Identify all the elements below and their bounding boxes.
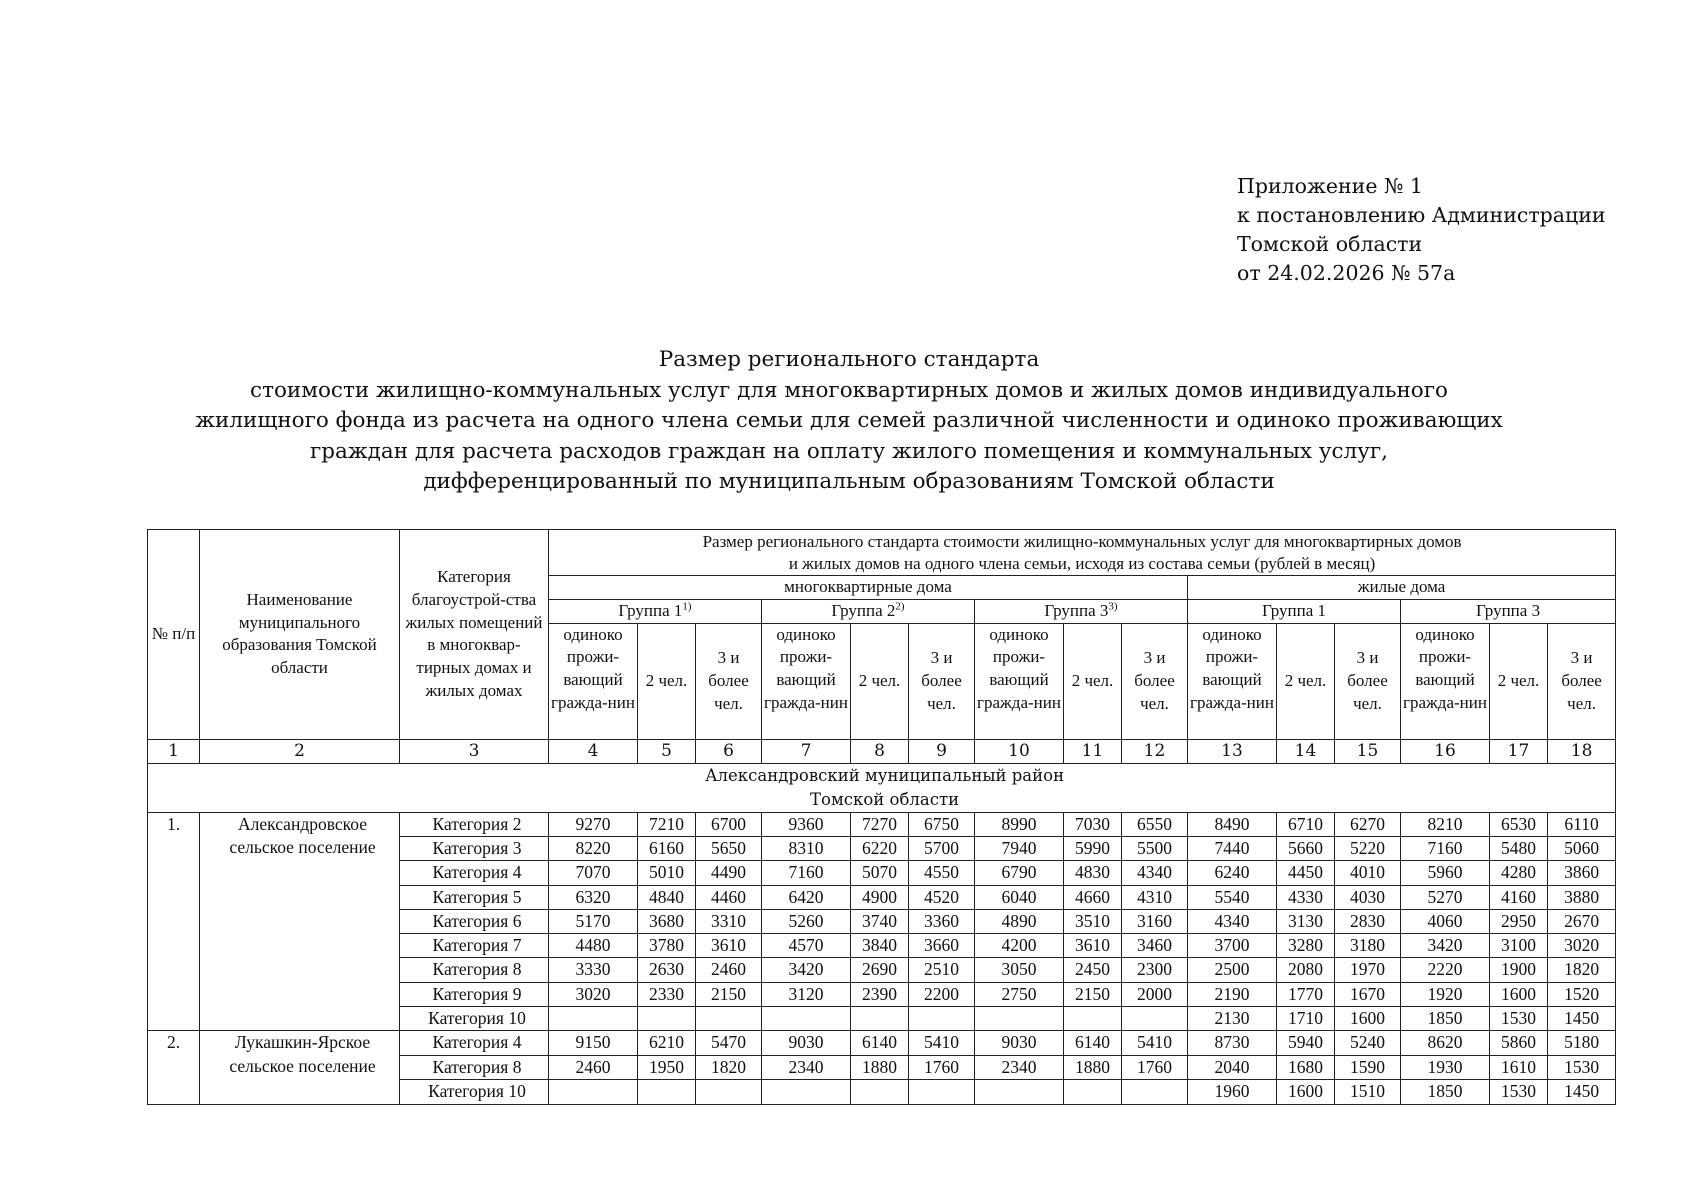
value-cell: 5990 — [1064, 837, 1122, 861]
value-cell: 2390 — [851, 982, 909, 1006]
appendix-line-2: к постановлению Администрации — [1237, 203, 1606, 227]
header-apartments-group-1 — [549, 599, 762, 623]
category-cell: Категория 10 — [400, 1007, 549, 1031]
value-cell: 5940 — [1277, 1031, 1335, 1055]
value-cell: 5650 — [696, 837, 762, 861]
subheader-two-group-5: 2 чел. — [1490, 623, 1548, 739]
category-cell: Категория 4 — [400, 1031, 549, 1055]
value-cell: 7270 — [851, 812, 909, 836]
settlement-name-line: сельское поселение — [229, 1055, 376, 1076]
subheader-two-group-1: 2 чел. — [638, 623, 696, 739]
value-cell — [762, 1079, 851, 1104]
value-cell: 7940 — [975, 837, 1064, 861]
value-cell: 8210 — [1401, 812, 1490, 836]
value-cell: 1680 — [1277, 1055, 1335, 1079]
value-cell: 1970 — [1335, 958, 1401, 982]
value-cell: 4570 — [762, 934, 851, 958]
value-cell: 5070 — [851, 861, 909, 885]
table-row — [148, 812, 1616, 836]
value-cell: 1920 — [1401, 982, 1490, 1006]
value-cell — [909, 1007, 975, 1031]
value-cell: 8620 — [1401, 1031, 1490, 1055]
group-3-label: Группа 3 — [1044, 600, 1109, 620]
group-1-label: Группа 1 — [618, 600, 683, 620]
header-municipality: Наименование муниципального образования Томской области — [200, 530, 400, 740]
value-cell: 1850 — [1401, 1007, 1490, 1031]
title-line-4: граждан для расчета расходов граждан на оплату жилого помещения и коммунальных услуг, — [310, 438, 1388, 464]
value-cell: 1960 — [1188, 1079, 1277, 1104]
value-cell: 7160 — [1401, 837, 1490, 861]
value-cell: 3330 — [549, 958, 638, 982]
value-cell: 1930 — [1401, 1055, 1490, 1079]
value-cell: 2040 — [1188, 1055, 1277, 1079]
value-cell: 1710 — [1277, 1007, 1335, 1031]
header-apartments-group-3 — [975, 599, 1188, 623]
value-cell: 3860 — [1548, 861, 1616, 885]
column-number: 6 — [696, 739, 762, 763]
settlement-name-line: сельское поселение — [229, 837, 376, 857]
value-cell: 1530 — [1548, 1055, 1616, 1079]
value-cell: 4450 — [1277, 861, 1335, 885]
header-standard-line-2: и жилых домов на одного члена семьи, исходя из состава семьи (рублей в месяц) — [788, 554, 1376, 573]
category-cell: Категория 2 — [400, 812, 549, 836]
value-cell: 5170 — [549, 909, 638, 933]
title-line-5: дифференцированный по муниципальным образованиям Томской области — [423, 469, 1275, 494]
category-cell: Категория 9 — [400, 982, 549, 1006]
value-cell: 4310 — [1122, 885, 1188, 909]
value-cell: 4550 — [909, 861, 975, 885]
settlement-name-line: Александровское — [238, 813, 367, 834]
value-cell: 5410 — [909, 1031, 975, 1055]
settlement-name — [200, 1031, 400, 1105]
value-cell: 4890 — [975, 909, 1064, 933]
region-heading — [148, 763, 1616, 812]
subheader-two-group-2: 2 чел. — [851, 623, 909, 739]
value-cell: 2460 — [696, 958, 762, 982]
value-cell: 6320 — [549, 885, 638, 909]
value-cell: 2080 — [1277, 958, 1335, 982]
subheader-three-group-3: 3 и более чел. — [1122, 623, 1188, 739]
value-cell: 3120 — [762, 982, 851, 1006]
value-cell: 6700 — [696, 812, 762, 836]
value-cell: 8490 — [1188, 812, 1277, 836]
value-cell: 5010 — [638, 861, 696, 885]
value-cell: 5960 — [1401, 861, 1490, 885]
value-cell: 3020 — [1548, 934, 1616, 958]
value-cell: 2150 — [696, 982, 762, 1006]
value-cell: 2190 — [1188, 982, 1277, 1006]
value-cell: 4490 — [696, 861, 762, 885]
header-houses: жилые дома — [1188, 576, 1616, 600]
appendix-line-3: Томской области — [1237, 232, 1423, 256]
value-cell — [975, 1079, 1064, 1104]
value-cell: 1820 — [696, 1055, 762, 1079]
value-cell: 2340 — [762, 1055, 851, 1079]
value-cell: 3680 — [638, 909, 696, 933]
value-cell: 2510 — [909, 958, 975, 982]
value-cell: 5700 — [909, 837, 975, 861]
value-cell: 6710 — [1277, 812, 1335, 836]
subheader-single-group-5: одиноко прожи-вающий гражда-нин — [1401, 623, 1490, 739]
value-cell: 5410 — [1122, 1031, 1188, 1055]
value-cell: 2450 — [1064, 958, 1122, 982]
value-cell: 3100 — [1490, 934, 1548, 958]
value-cell: 2200 — [909, 982, 975, 1006]
value-cell: 1600 — [1490, 982, 1548, 1006]
value-cell: 4010 — [1335, 861, 1401, 885]
region-line-1: Александровский муниципальный район — [705, 765, 1065, 785]
value-cell: 7160 — [762, 861, 851, 885]
category-cell: Категория 6 — [400, 909, 549, 933]
appendix-block — [1237, 172, 1606, 288]
value-cell: 9360 — [762, 812, 851, 836]
value-cell: 1520 — [1548, 982, 1616, 1006]
subheader-two-group-3: 2 чел. — [1064, 623, 1122, 739]
value-cell: 5480 — [1490, 837, 1548, 861]
footnote-3: 3) — [1108, 600, 1118, 613]
value-cell: 9150 — [549, 1031, 638, 1055]
column-number: 16 — [1401, 739, 1490, 763]
column-number: 4 — [549, 739, 638, 763]
value-cell: 2830 — [1335, 909, 1401, 933]
subheader-two-group-4: 2 чел. — [1277, 623, 1335, 739]
subheader-single-group-4: одиноко прожи-вающий гражда-нин — [1188, 623, 1277, 739]
value-cell — [696, 1007, 762, 1031]
value-cell: 6210 — [638, 1031, 696, 1055]
value-cell: 5180 — [1548, 1031, 1616, 1055]
value-cell: 9030 — [762, 1031, 851, 1055]
region-line-2: Томской области — [810, 789, 960, 809]
value-cell: 1530 — [1490, 1007, 1548, 1031]
column-number: 2 — [200, 739, 400, 763]
value-cell — [549, 1007, 638, 1031]
value-cell: 2950 — [1490, 909, 1548, 933]
value-cell: 6790 — [975, 861, 1064, 885]
value-cell: 2690 — [851, 958, 909, 982]
value-cell: 2220 — [1401, 958, 1490, 982]
column-number: 9 — [909, 739, 975, 763]
value-cell: 6220 — [851, 837, 909, 861]
value-cell: 3740 — [851, 909, 909, 933]
value-cell: 1610 — [1490, 1055, 1548, 1079]
value-cell: 3310 — [696, 909, 762, 933]
value-cell: 2330 — [638, 982, 696, 1006]
value-cell: 4280 — [1490, 861, 1548, 885]
value-cell: 4840 — [638, 885, 696, 909]
value-cell — [1122, 1079, 1188, 1104]
value-cell: 6160 — [638, 837, 696, 861]
value-cell: 3280 — [1277, 934, 1335, 958]
header-no: № п/п — [148, 530, 200, 740]
category-cell: Категория 7 — [400, 934, 549, 958]
value-cell: 3660 — [909, 934, 975, 958]
value-cell: 4900 — [851, 885, 909, 909]
value-cell: 5220 — [1335, 837, 1401, 861]
value-cell: 2000 — [1122, 982, 1188, 1006]
header-houses-group-1: Группа 1 — [1188, 599, 1401, 623]
table-row — [148, 1031, 1616, 1055]
category-cell: Категория 4 — [400, 861, 549, 885]
value-cell — [638, 1007, 696, 1031]
value-cell: 4460 — [696, 885, 762, 909]
value-cell: 9270 — [549, 812, 638, 836]
value-cell: 8990 — [975, 812, 1064, 836]
value-cell: 1760 — [909, 1055, 975, 1079]
title-line-1: Размер регионального стандарта — [658, 347, 1040, 372]
column-number: 11 — [1064, 739, 1122, 763]
value-cell: 8730 — [1188, 1031, 1277, 1055]
footnote-1: 1) — [682, 600, 692, 613]
column-number: 14 — [1277, 739, 1335, 763]
value-cell: 6270 — [1335, 812, 1401, 836]
subheader-three-group-1: 3 и более чел. — [696, 623, 762, 739]
value-cell: 1450 — [1548, 1007, 1616, 1031]
value-cell: 3180 — [1335, 934, 1401, 958]
value-cell — [549, 1079, 638, 1104]
category-cell: Категория 10 — [400, 1079, 549, 1104]
value-cell: 6530 — [1490, 812, 1548, 836]
appendix-line-1: Приложение № 1 — [1237, 174, 1423, 198]
value-cell: 4480 — [549, 934, 638, 958]
value-cell: 8220 — [549, 837, 638, 861]
value-cell: 3460 — [1122, 934, 1188, 958]
footnote-2: 2) — [895, 600, 905, 613]
value-cell — [1064, 1007, 1122, 1031]
value-cell: 4330 — [1277, 885, 1335, 909]
settlement-number: 2. — [148, 1031, 200, 1105]
value-cell: 7070 — [549, 861, 638, 885]
column-number: 18 — [1548, 739, 1616, 763]
column-number: 12 — [1122, 739, 1188, 763]
appendix-line-4: от 24.02.2026 № 57а — [1237, 261, 1456, 285]
value-cell: 3050 — [975, 958, 1064, 982]
value-cell: 2340 — [975, 1055, 1064, 1079]
value-cell: 2130 — [1188, 1007, 1277, 1031]
value-cell: 5660 — [1277, 837, 1335, 861]
category-cell: Категория 5 — [400, 885, 549, 909]
subheader-three-group-5: 3 и более чел. — [1548, 623, 1616, 739]
value-cell: 6420 — [762, 885, 851, 909]
header-apartments: многоквартирные дома — [549, 576, 1188, 600]
document-title — [0, 345, 1698, 498]
value-cell: 2750 — [975, 982, 1064, 1006]
value-cell: 6750 — [909, 812, 975, 836]
group-2-label: Группа 2 — [831, 600, 896, 620]
value-cell: 4340 — [1122, 861, 1188, 885]
column-number: 15 — [1335, 739, 1401, 763]
subheader-single-group-1: одиноко прожи-вающий гражда-нин — [549, 623, 638, 739]
value-cell — [1064, 1079, 1122, 1104]
value-cell: 4200 — [975, 934, 1064, 958]
value-cell: 2500 — [1188, 958, 1277, 982]
value-cell: 1600 — [1335, 1007, 1401, 1031]
value-cell: 7440 — [1188, 837, 1277, 861]
value-cell: 4060 — [1401, 909, 1490, 933]
value-cell: 6110 — [1548, 812, 1616, 836]
value-cell: 1880 — [1064, 1055, 1122, 1079]
value-cell: 3700 — [1188, 934, 1277, 958]
column-number: 7 — [762, 739, 851, 763]
value-cell: 1760 — [1122, 1055, 1188, 1079]
subheader-single-group-2: одиноко прожи-вающий гражда-нин — [762, 623, 851, 739]
value-cell: 1900 — [1490, 958, 1548, 982]
subheader-single-group-3: одиноко прожи-вающий гражда-нин — [975, 623, 1064, 739]
value-cell: 1510 — [1335, 1079, 1401, 1104]
column-number: 13 — [1188, 739, 1277, 763]
value-cell: 2300 — [1122, 958, 1188, 982]
value-cell: 5470 — [696, 1031, 762, 1055]
title-line-2: стоимости жилищно-коммунальных услуг для многоквартирных домов и жилых домов индивидуального — [250, 377, 1448, 403]
value-cell: 1450 — [1548, 1079, 1616, 1104]
value-cell: 1880 — [851, 1055, 909, 1079]
value-cell: 5540 — [1188, 885, 1277, 909]
category-cell: Категория 8 — [400, 1055, 549, 1079]
value-cell: 6550 — [1122, 812, 1188, 836]
settlement-number: 1. — [148, 812, 200, 1031]
value-cell: 6140 — [851, 1031, 909, 1055]
value-cell: 7030 — [1064, 812, 1122, 836]
value-cell: 5500 — [1122, 837, 1188, 861]
value-cell: 2630 — [638, 958, 696, 982]
subheader-three-group-2: 3 и более чел. — [909, 623, 975, 739]
value-cell — [909, 1079, 975, 1104]
value-cell: 6240 — [1188, 861, 1277, 885]
value-cell: 3610 — [1064, 934, 1122, 958]
subheader-three-group-4: 3 и более чел. — [1335, 623, 1401, 739]
header-apartments-group-2 — [762, 599, 975, 623]
column-number: 5 — [638, 739, 696, 763]
value-cell: 6140 — [1064, 1031, 1122, 1055]
column-number: 8 — [851, 739, 909, 763]
value-cell — [696, 1079, 762, 1104]
value-cell: 9030 — [975, 1031, 1064, 1055]
value-cell: 1670 — [1335, 982, 1401, 1006]
value-cell: 1770 — [1277, 982, 1335, 1006]
column-number: 1 — [148, 739, 200, 763]
value-cell — [1122, 1007, 1188, 1031]
category-cell: Категория 3 — [400, 837, 549, 861]
value-cell: 1820 — [1548, 958, 1616, 982]
standards-table — [147, 529, 1616, 1105]
value-cell — [638, 1079, 696, 1104]
value-cell: 2150 — [1064, 982, 1122, 1006]
value-cell: 4520 — [909, 885, 975, 909]
value-cell: 1600 — [1277, 1079, 1335, 1104]
column-number: 3 — [400, 739, 549, 763]
column-number: 10 — [975, 739, 1064, 763]
value-cell — [975, 1007, 1064, 1031]
value-cell: 3420 — [762, 958, 851, 982]
value-cell: 3510 — [1064, 909, 1122, 933]
value-cell: 3160 — [1122, 909, 1188, 933]
category-cell: Категория 8 — [400, 958, 549, 982]
value-cell: 1590 — [1335, 1055, 1401, 1079]
column-number: 17 — [1490, 739, 1548, 763]
value-cell: 3420 — [1401, 934, 1490, 958]
value-cell: 7210 — [638, 812, 696, 836]
value-cell: 1950 — [638, 1055, 696, 1079]
header-houses-group-3: Группа 3 — [1401, 599, 1616, 623]
value-cell: 3020 — [549, 982, 638, 1006]
value-cell: 3780 — [638, 934, 696, 958]
header-category: Категория благоустрой-ства жилых помещений в многоквар-тирных домах и жилых домах — [400, 530, 549, 740]
value-cell: 1850 — [1401, 1079, 1490, 1104]
value-cell: 3880 — [1548, 885, 1616, 909]
value-cell: 6040 — [975, 885, 1064, 909]
value-cell: 5860 — [1490, 1031, 1548, 1055]
value-cell: 1530 — [1490, 1079, 1548, 1104]
value-cell: 5270 — [1401, 885, 1490, 909]
value-cell: 5060 — [1548, 837, 1616, 861]
settlement-name-line: Лукашкин-Ярское — [234, 1032, 371, 1053]
value-cell: 2670 — [1548, 909, 1616, 933]
value-cell: 2460 — [549, 1055, 638, 1079]
value-cell: 3610 — [696, 934, 762, 958]
title-line-3: жилищного фонда из расчета на одного члена семьи для семей различной численности и одиноко проживающих — [195, 408, 1503, 433]
value-cell: 5260 — [762, 909, 851, 933]
value-cell: 4660 — [1064, 885, 1122, 909]
value-cell: 5240 — [1335, 1031, 1401, 1055]
value-cell: 8310 — [762, 837, 851, 861]
value-cell: 4340 — [1188, 909, 1277, 933]
value-cell: 4830 — [1064, 861, 1122, 885]
settlement-name — [200, 812, 400, 1031]
value-cell: 3840 — [851, 934, 909, 958]
header-standard-size — [549, 530, 1616, 576]
value-cell — [851, 1079, 909, 1104]
value-cell: 4160 — [1490, 885, 1548, 909]
value-cell — [762, 1007, 851, 1031]
value-cell: 4030 — [1335, 885, 1401, 909]
header-standard-line-1: Размер регионального стандарта стоимости жилищно-коммунальных услуг для многоквартирных домов — [702, 532, 1462, 551]
value-cell: 3360 — [909, 909, 975, 933]
value-cell — [851, 1007, 909, 1031]
value-cell: 3130 — [1277, 909, 1335, 933]
